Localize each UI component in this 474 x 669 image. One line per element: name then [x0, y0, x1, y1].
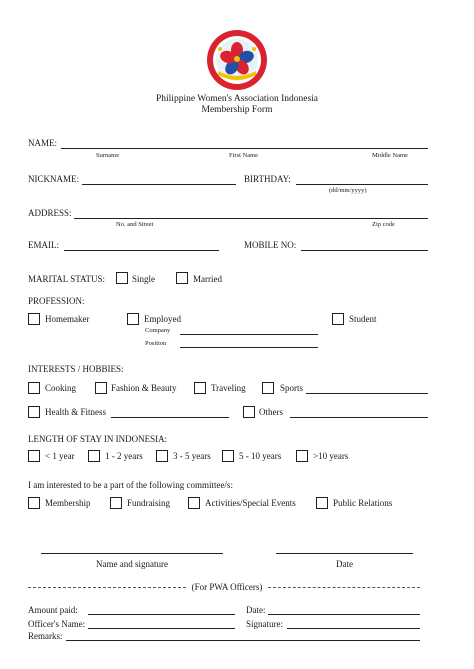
single-checkbox[interactable]: [116, 272, 128, 284]
sports-checkbox[interactable]: [262, 382, 274, 394]
hibiscus-seal-logo-icon: [206, 29, 268, 91]
stay-1-2-label: 1 - 2 years: [105, 451, 143, 461]
surname-hint: Surname: [96, 152, 120, 159]
middle-name-hint: Middle Name: [372, 152, 408, 159]
officers-divider-label: (For PWA Officers): [191, 582, 263, 592]
nickname-label: NICKNAME:: [28, 174, 79, 184]
length-of-stay-label: LENGTH OF STAY IN INDONESIA:: [28, 434, 168, 444]
birthday-format-hint: (dd/mm/yyyy): [329, 187, 367, 194]
homemaker-label: Homemaker: [45, 314, 90, 324]
mobile-input[interactable]: [301, 250, 428, 251]
org-name: Philippine Women's Association Indonesia: [156, 94, 318, 104]
officer-date-input[interactable]: [268, 614, 420, 615]
stay-3-5-checkbox[interactable]: [156, 450, 168, 462]
logo: [206, 29, 268, 91]
officer-date-label: Date:: [246, 605, 266, 615]
address-input[interactable]: [74, 218, 428, 219]
stay-gt10-label: >10 years: [313, 451, 349, 461]
company-label: Company: [145, 327, 171, 334]
student-label: Student: [349, 314, 377, 324]
membership-checkbox[interactable]: [28, 497, 40, 509]
public-relations-checkbox[interactable]: [316, 497, 328, 509]
others-checkbox[interactable]: [243, 406, 255, 418]
health-fitness-label: Health & Fitness: [45, 407, 106, 417]
stay-3-5-label: 3 - 5 years: [173, 451, 211, 461]
date-signature-label: Date: [336, 559, 353, 569]
cooking-checkbox[interactable]: [28, 382, 40, 394]
employed-checkbox[interactable]: [127, 313, 139, 325]
form-title: Membership Form: [201, 105, 273, 115]
cooking-label: Cooking: [45, 383, 77, 393]
stay-lt1-label: < 1 year: [45, 451, 75, 461]
traveling-label: Traveling: [211, 383, 246, 393]
stay-5-10-label: 5 - 10 years: [239, 451, 282, 461]
fundraising-label: Fundraising: [127, 498, 171, 508]
membership-label: Membership: [45, 498, 91, 508]
amount-paid-label: Amount paid:: [28, 605, 78, 615]
birthday-label: BIRTHDAY:: [244, 174, 291, 184]
others-label: Others: [259, 407, 283, 417]
interests-label: INTERESTS / HOBBIES:: [28, 364, 124, 374]
employed-label: Employed: [144, 314, 181, 324]
officer-name-input[interactable]: [88, 628, 235, 629]
position-input[interactable]: [180, 347, 318, 348]
fundraising-checkbox[interactable]: [110, 497, 122, 509]
activities-label: Activities/Special Events: [205, 498, 296, 508]
amount-paid-input[interactable]: [88, 614, 235, 615]
single-label: Single: [132, 274, 156, 284]
committee-label: I am interested to be a part of the following committee/s:: [28, 480, 233, 490]
birthday-input[interactable]: [296, 184, 428, 185]
divider-right: [268, 587, 420, 588]
zip-code-hint: Zip code: [372, 221, 395, 228]
name-signature-label: Name and signature: [96, 559, 168, 569]
traveling-checkbox[interactable]: [194, 382, 206, 394]
mobile-label: MOBILE NO:: [244, 240, 297, 250]
remarks-label: Remarks:: [28, 631, 63, 641]
street-hint: No. and Street: [116, 221, 154, 228]
married-label: Married: [193, 274, 222, 284]
first-name-hint: First Name: [229, 152, 259, 159]
fashion-beauty-checkbox[interactable]: [95, 382, 107, 394]
profession-label: PROFESSION:: [28, 296, 85, 306]
officer-signature-input[interactable]: [287, 628, 420, 629]
fashion-beauty-label: Fashion & Beauty: [111, 383, 177, 393]
nickname-input[interactable]: [82, 184, 236, 185]
officer-name-label: Officer's Name:: [28, 619, 86, 629]
remarks-input[interactable]: [66, 640, 420, 641]
name-label: NAME:: [28, 138, 57, 148]
stay-5-10-checkbox[interactable]: [222, 450, 234, 462]
name-signature-input[interactable]: [41, 553, 223, 554]
health-fitness-input[interactable]: [111, 417, 229, 418]
address-label: ADDRESS:: [28, 208, 72, 218]
name-input[interactable]: [61, 148, 428, 149]
public-relations-label: Public Relations: [333, 498, 393, 508]
officer-signature-label: Signature:: [246, 619, 283, 629]
position-label: Position: [145, 340, 167, 347]
sports-input[interactable]: [306, 393, 428, 394]
homemaker-checkbox[interactable]: [28, 313, 40, 325]
married-checkbox[interactable]: [176, 272, 188, 284]
email-label: EMAIL:: [28, 240, 59, 250]
stay-gt10-checkbox[interactable]: [296, 450, 308, 462]
divider-left: [28, 587, 186, 588]
others-input[interactable]: [290, 417, 428, 418]
student-checkbox[interactable]: [332, 313, 344, 325]
sports-label: Sports: [280, 383, 304, 393]
email-input[interactable]: [64, 250, 219, 251]
activities-checkbox[interactable]: [188, 497, 200, 509]
stay-lt1-checkbox[interactable]: [28, 450, 40, 462]
company-input[interactable]: [180, 334, 318, 335]
date-signature-input[interactable]: [276, 553, 413, 554]
stay-1-2-checkbox[interactable]: [88, 450, 100, 462]
marital-status-label: MARITAL STATUS:: [28, 274, 105, 284]
health-fitness-checkbox[interactable]: [28, 406, 40, 418]
